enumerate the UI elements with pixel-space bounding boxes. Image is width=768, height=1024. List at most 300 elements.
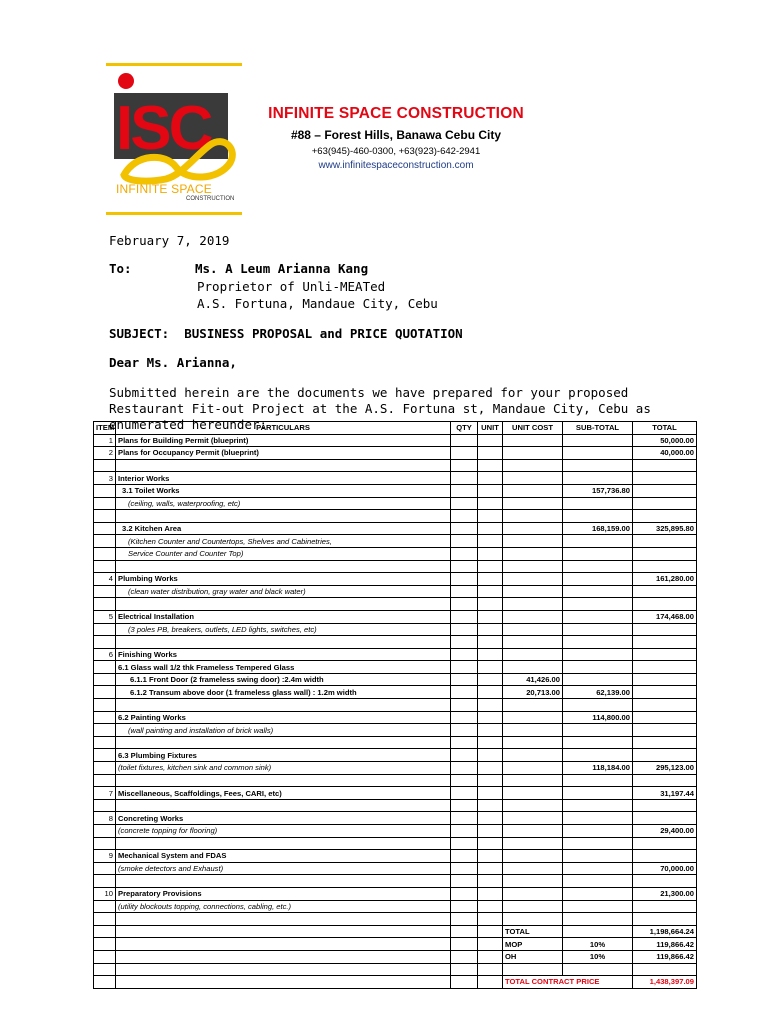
qty-cell	[451, 610, 478, 623]
column-header: PARTICULARS	[116, 422, 451, 435]
total-cell	[633, 774, 697, 787]
recipient-address: A.S. Fortuna, Mandaue City, Cebu	[197, 296, 438, 311]
particulars-cell: (utility blockouts topping, connections, cabling, etc.)	[116, 900, 451, 913]
unit-cell	[478, 774, 503, 787]
table-row	[94, 585, 697, 598]
total-cell	[633, 736, 697, 749]
table-row	[94, 887, 697, 900]
unit-cell	[478, 686, 503, 699]
particulars-cell: 3.1 Toilet Works	[116, 484, 451, 497]
table-row	[94, 774, 697, 787]
unit-cell	[478, 484, 503, 497]
particulars-cell: Plans for Building Permit (blueprint)	[116, 434, 451, 447]
particulars-cell: 6.1.2 Transum above door (1 frameless glass wall) : 1.2m width	[116, 686, 451, 699]
qty-cell	[451, 976, 478, 989]
unit-cell	[478, 648, 503, 661]
qty-cell	[451, 585, 478, 598]
letter-date: February 7, 2019	[109, 233, 230, 248]
total-cell	[633, 560, 697, 573]
unit-cell	[478, 812, 503, 825]
unit-cell	[478, 497, 503, 510]
total-cell: 325,895.80	[633, 522, 697, 535]
unit-cost-cell	[503, 610, 563, 623]
unit-cost-cell	[503, 837, 563, 850]
unit-cell	[478, 711, 503, 724]
unit-cost-cell: 41,426.00	[503, 673, 563, 686]
unit-cell	[478, 447, 503, 460]
qty-cell	[451, 673, 478, 686]
logo-letters: ISC	[116, 94, 211, 163]
table-row	[94, 434, 697, 447]
unit-cost-cell	[503, 560, 563, 573]
particulars-cell	[116, 837, 451, 850]
total-cell	[633, 623, 697, 636]
table-row	[94, 875, 697, 888]
table-row	[94, 648, 697, 661]
particulars-cell: Plans for Occupancy Permit (blueprint)	[116, 447, 451, 460]
particulars-cell: 3.2 Kitchen Area	[116, 522, 451, 535]
table-row	[94, 812, 697, 825]
total-cell	[633, 850, 697, 863]
subtotal-cell	[563, 497, 633, 510]
qty-cell	[451, 887, 478, 900]
table-row	[94, 535, 697, 548]
total-cell	[633, 686, 697, 699]
subtotal-cell	[563, 812, 633, 825]
total-cell: 29,400.00	[633, 825, 697, 838]
unit-cell	[478, 925, 503, 938]
item-number-cell: 2	[94, 447, 116, 460]
qty-cell	[451, 573, 478, 586]
total-cell: 31,197.44	[633, 787, 697, 800]
company-name: INFINITE SPACE CONSTRUCTION	[268, 105, 524, 122]
particulars-cell: Miscellaneous, Scaffoldings, Fees, CARI, etc)	[116, 787, 451, 800]
qty-cell	[451, 484, 478, 497]
qty-cell	[451, 598, 478, 611]
qty-cell	[451, 774, 478, 787]
qty-cell	[451, 447, 478, 460]
summary-percent	[563, 963, 633, 976]
particulars-cell	[116, 925, 451, 938]
particulars-cell	[116, 510, 451, 523]
unit-cell	[478, 585, 503, 598]
qty-cell	[451, 862, 478, 875]
item-number-cell: 5	[94, 610, 116, 623]
table-row	[94, 862, 697, 875]
total-cell: 40,000.00	[633, 447, 697, 460]
table-row	[94, 560, 697, 573]
table-row	[94, 522, 697, 535]
table-row	[94, 686, 697, 699]
recipient-title: Proprietor of Unli-MEATed	[197, 279, 386, 294]
qty-cell	[451, 736, 478, 749]
total-cell	[633, 585, 697, 598]
item-number-cell: 6	[94, 648, 116, 661]
qty-cell	[451, 837, 478, 850]
subtotal-cell: 168,159.00	[563, 522, 633, 535]
qty-cell	[451, 648, 478, 661]
item-number-cell	[94, 459, 116, 472]
table-row	[94, 724, 697, 737]
unit-cost-cell	[503, 484, 563, 497]
unit-cost-cell	[503, 648, 563, 661]
unit-cost-cell	[503, 547, 563, 560]
total-cell	[633, 749, 697, 762]
particulars-cell	[116, 736, 451, 749]
particulars-cell: Concreting Works	[116, 812, 451, 825]
particulars-cell	[116, 774, 451, 787]
unit-cell	[478, 724, 503, 737]
particulars-cell: Finishing Works	[116, 648, 451, 661]
unit-cost-cell	[503, 812, 563, 825]
table-row	[94, 736, 697, 749]
logo-name: INFINITE SPACE	[116, 182, 212, 196]
summary-value: 119,866.42	[633, 950, 697, 963]
unit-cost-cell	[503, 774, 563, 787]
summary-label: OH	[503, 950, 563, 963]
total-cell	[633, 837, 697, 850]
column-header: QTY	[451, 422, 478, 435]
particulars-cell	[116, 560, 451, 573]
table-row	[94, 900, 697, 913]
qty-cell	[451, 812, 478, 825]
item-number-cell: 3	[94, 472, 116, 485]
column-header: UNIT COST	[503, 422, 563, 435]
summary-percent: 10%	[563, 938, 633, 951]
item-number-cell	[94, 825, 116, 838]
total-cell	[633, 547, 697, 560]
subtotal-cell: 157,736.80	[563, 484, 633, 497]
table-row	[94, 472, 697, 485]
item-number-cell	[94, 724, 116, 737]
qty-cell	[451, 850, 478, 863]
company-address: #88 – Forest Hills, Banawa Cebu City	[290, 128, 502, 142]
unit-cell	[478, 623, 503, 636]
particulars-cell: Plumbing Works	[116, 573, 451, 586]
subtotal-cell	[563, 560, 633, 573]
unit-cell	[478, 535, 503, 548]
unit-cell	[478, 459, 503, 472]
total-cell	[633, 472, 697, 485]
unit-cost-cell: 20,713.00	[503, 686, 563, 699]
subtotal-cell	[563, 875, 633, 888]
total-cell	[633, 711, 697, 724]
particulars-cell: Mechanical System and FDAS	[116, 850, 451, 863]
recipient-name: Ms. A Leum Arianna Kang	[195, 261, 369, 276]
item-number-cell	[94, 535, 116, 548]
unit-cost-cell	[503, 661, 563, 674]
subtotal-cell	[563, 623, 633, 636]
particulars-cell: (3 poles PB, breakers, outlets, LED lights, switches, etc)	[116, 623, 451, 636]
unit-cost-cell	[503, 623, 563, 636]
item-number-cell	[94, 913, 116, 926]
subtotal-cell	[563, 510, 633, 523]
qty-cell	[451, 522, 478, 535]
subtotal-cell	[563, 636, 633, 649]
total-cell: 21,300.00	[633, 887, 697, 900]
summary-percent	[563, 925, 633, 938]
qty-cell	[451, 497, 478, 510]
unit-cost-cell	[503, 510, 563, 523]
total-cell	[633, 900, 697, 913]
subtotal-cell	[563, 736, 633, 749]
summary-row	[94, 938, 697, 951]
total-cell	[633, 459, 697, 472]
subtotal-cell: 118,184.00	[563, 762, 633, 775]
summary-row	[94, 963, 697, 976]
table-header-row	[94, 422, 697, 435]
unit-cell	[478, 787, 503, 800]
subtotal-cell	[563, 837, 633, 850]
particulars-cell: 6.1 Glass wall 1/2 thk Frameless Tempered Glass	[116, 661, 451, 674]
item-number-cell	[94, 686, 116, 699]
table-row	[94, 459, 697, 472]
subtotal-cell	[563, 799, 633, 812]
unit-cost-cell	[503, 699, 563, 712]
qty-cell	[451, 762, 478, 775]
subtotal-cell	[563, 547, 633, 560]
company-phones: +63(945)-460-0300, +63(923)-642-2941	[311, 146, 481, 157]
subtotal-cell	[563, 585, 633, 598]
qty-cell	[451, 535, 478, 548]
unit-cost-cell	[503, 749, 563, 762]
unit-cell	[478, 472, 503, 485]
qty-cell	[451, 472, 478, 485]
unit-cell	[478, 560, 503, 573]
particulars-cell: Service Counter and Counter Top)	[116, 547, 451, 560]
summary-label: TOTAL CONTRACT PRICE	[503, 976, 633, 989]
qty-cell	[451, 950, 478, 963]
unit-cost-cell	[503, 459, 563, 472]
table-row	[94, 787, 697, 800]
qty-cell	[451, 963, 478, 976]
logo-bottom-bar	[106, 212, 242, 215]
particulars-cell	[116, 963, 451, 976]
item-number-cell	[94, 510, 116, 523]
unit-cost-cell	[503, 875, 563, 888]
table-row	[94, 610, 697, 623]
unit-cell	[478, 913, 503, 926]
unit-cost-cell	[503, 497, 563, 510]
unit-cost-cell	[503, 724, 563, 737]
item-number-cell	[94, 900, 116, 913]
item-number-cell: 10	[94, 887, 116, 900]
item-number-cell	[94, 976, 116, 989]
unit-cost-cell	[503, 736, 563, 749]
qty-cell	[451, 636, 478, 649]
item-number-cell	[94, 699, 116, 712]
unit-cell	[478, 825, 503, 838]
qty-cell	[451, 875, 478, 888]
item-number-cell	[94, 749, 116, 762]
particulars-cell	[116, 976, 451, 989]
unit-cell	[478, 799, 503, 812]
unit-cell	[478, 938, 503, 951]
qty-cell	[451, 510, 478, 523]
item-number-cell: 8	[94, 812, 116, 825]
qty-cell	[451, 799, 478, 812]
subtotal-cell	[563, 724, 633, 737]
total-cell	[633, 510, 697, 523]
item-number-cell	[94, 673, 116, 686]
unit-cost-cell	[503, 887, 563, 900]
item-number-cell	[94, 925, 116, 938]
column-header: TOTAL	[633, 422, 697, 435]
item-number-cell	[94, 862, 116, 875]
qty-cell	[451, 938, 478, 951]
qty-cell	[451, 434, 478, 447]
unit-cell	[478, 900, 503, 913]
item-number-cell: 4	[94, 573, 116, 586]
subtotal-cell	[563, 699, 633, 712]
unit-cell	[478, 963, 503, 976]
subtotal-cell	[563, 648, 633, 661]
qty-cell	[451, 686, 478, 699]
unit-cost-cell	[503, 447, 563, 460]
unit-cost-cell	[503, 762, 563, 775]
item-number-cell	[94, 837, 116, 850]
particulars-cell	[116, 598, 451, 611]
item-number-cell	[94, 484, 116, 497]
particulars-cell	[116, 875, 451, 888]
unit-cost-cell	[503, 434, 563, 447]
item-number-cell	[94, 950, 116, 963]
item-number-cell	[94, 598, 116, 611]
table-row	[94, 673, 697, 686]
subtotal-cell: 114,800.00	[563, 711, 633, 724]
salutation: Dear Ms. Arianna,	[109, 355, 237, 370]
unit-cost-cell	[503, 913, 563, 926]
unit-cost-cell	[503, 825, 563, 838]
total-cell	[633, 535, 697, 548]
total-cell	[633, 812, 697, 825]
item-number-cell	[94, 547, 116, 560]
particulars-cell	[116, 636, 451, 649]
item-number-cell	[94, 623, 116, 636]
item-number-cell	[94, 560, 116, 573]
unit-cell	[478, 434, 503, 447]
item-number-cell: 7	[94, 787, 116, 800]
item-number-cell: 9	[94, 850, 116, 863]
unit-cost-cell	[503, 711, 563, 724]
subtotal-cell	[563, 774, 633, 787]
subtotal-cell	[563, 610, 633, 623]
to-label: To:	[109, 261, 132, 276]
unit-cell	[478, 976, 503, 989]
subtotal-cell	[563, 850, 633, 863]
unit-cell	[478, 837, 503, 850]
unit-cost-cell	[503, 862, 563, 875]
table-row	[94, 799, 697, 812]
unit-cost-cell	[503, 799, 563, 812]
item-number-cell	[94, 938, 116, 951]
particulars-cell: Electrical Installation	[116, 610, 451, 623]
total-cell	[633, 648, 697, 661]
table-row	[94, 447, 697, 460]
table-row	[94, 699, 697, 712]
column-header: UNIT	[478, 422, 503, 435]
table-row	[94, 510, 697, 523]
summary-value: 119,866.42	[633, 938, 697, 951]
qty-cell	[451, 900, 478, 913]
company-logo	[106, 63, 242, 215]
qty-cell	[451, 913, 478, 926]
summary-row	[94, 950, 697, 963]
total-cell	[633, 636, 697, 649]
particulars-cell: (concrete topping for flooring)	[116, 825, 451, 838]
total-cell: 161,280.00	[633, 573, 697, 586]
particulars-cell	[116, 938, 451, 951]
particulars-cell: 6.2 Painting Works	[116, 711, 451, 724]
qty-cell	[451, 925, 478, 938]
unit-cell	[478, 610, 503, 623]
total-cell	[633, 799, 697, 812]
qty-cell	[451, 711, 478, 724]
company-website[interactable]: www.infinitespaceconstruction.com	[318, 160, 474, 171]
unit-cell	[478, 862, 503, 875]
subtotal-cell	[563, 598, 633, 611]
item-number-cell	[94, 799, 116, 812]
unit-cost-cell	[503, 535, 563, 548]
total-cell	[633, 598, 697, 611]
summary-label: TOTAL	[503, 925, 563, 938]
summary-percent: 10%	[563, 950, 633, 963]
total-cell	[633, 484, 697, 497]
table-row	[94, 547, 697, 560]
subtotal-cell	[563, 787, 633, 800]
item-number-cell: 1	[94, 434, 116, 447]
total-cell	[633, 661, 697, 674]
summary-value	[633, 963, 697, 976]
unit-cell	[478, 699, 503, 712]
qty-cell	[451, 749, 478, 762]
total-cell	[633, 724, 697, 737]
item-number-cell	[94, 774, 116, 787]
subtotal-cell	[563, 472, 633, 485]
table-row	[94, 573, 697, 586]
intro-paragraph: Submitted herein are the documents we have prepared for your proposed Restaurant Fit-out Project at the A.S. Fortuna st, Mandaue City, Cebu as enumerated hereunder:	[109, 385, 651, 432]
total-cell	[633, 913, 697, 926]
qty-cell	[451, 459, 478, 472]
qty-cell	[451, 825, 478, 838]
unit-cost-cell	[503, 850, 563, 863]
item-number-cell	[94, 661, 116, 674]
item-number-cell	[94, 636, 116, 649]
item-number-cell	[94, 736, 116, 749]
item-number-cell	[94, 875, 116, 888]
unit-cell	[478, 547, 503, 560]
particulars-cell: (smoke detectors and Exhaust)	[116, 862, 451, 875]
particulars-cell: 6.3 Plumbing Fixtures	[116, 749, 451, 762]
table-row	[94, 623, 697, 636]
subtotal-cell	[563, 535, 633, 548]
unit-cell	[478, 573, 503, 586]
column-header: ITEM	[94, 422, 116, 435]
company-header	[256, 105, 536, 171]
subtotal-cell	[563, 900, 633, 913]
item-number-cell	[94, 963, 116, 976]
qty-cell	[451, 699, 478, 712]
qty-cell	[451, 724, 478, 737]
total-cell	[633, 673, 697, 686]
unit-cost-cell	[503, 472, 563, 485]
unit-cell	[478, 661, 503, 674]
particulars-cell	[116, 913, 451, 926]
summary-value: 1,438,397.09	[633, 976, 697, 989]
subtotal-cell	[563, 862, 633, 875]
subtotal-cell	[563, 673, 633, 686]
particulars-cell	[116, 950, 451, 963]
